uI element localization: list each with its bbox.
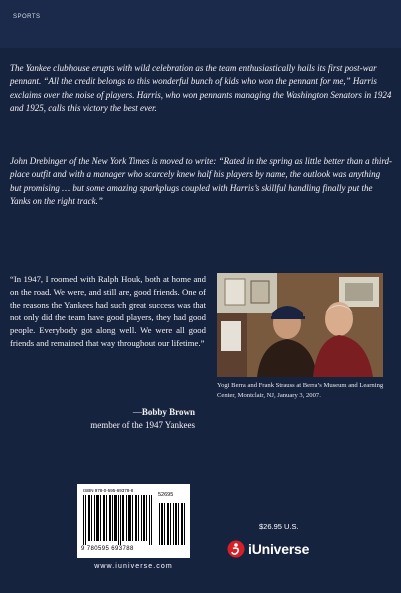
iuniverse-swirl-icon [227, 540, 245, 558]
isbn-barcode [77, 484, 190, 558]
blurb-paragraph-1: The Yankee clubhouse erupts with wild celebration as the team enthusiastically hails its first post-war pennant. “All the credit belongs to this wonderful bunch of kids who won the pennant for me,” Harris exclaims over the noise of players. Harris, who won pennants managing the Washington Senators in 1924 and 1925, calls this victory the best ever. [10, 63, 392, 113]
author-photo [217, 273, 383, 377]
category-label: SPORTS [13, 14, 41, 20]
testimonial-quote: “In 1947, I roomed with Ralph Houk, both at home and on the road. We were, and still are, good friends. One of the reasons the Yankees had such great success was that not only did the team have good players, they had good people. Everybody got along well. We were all good friends and remained that way throughout our lifetime.” [10, 274, 206, 348]
attribution-role: member of the 1947 Yankees [90, 420, 195, 430]
price-addon-number: 52695 [158, 492, 174, 498]
publisher-wordmark: iUniverse [248, 541, 310, 557]
price-label: $26.95 U.S. [259, 522, 299, 531]
top-band [0, 0, 401, 48]
isbn-text: ISBN 978-0-595-69378-8 [83, 488, 134, 493]
attribution-dash: — [132, 407, 142, 417]
photo-caption: Yogi Berra and Frank Strauss at Berra’s Museum and Learning Center, Montclair, NJ, January 3, 2007. [217, 382, 384, 399]
testimonial-attribution [90, 406, 195, 432]
attribution-name: Bobby Brown [141, 407, 195, 417]
publisher-logo [227, 540, 309, 558]
blurb-paragraph-2: John Drebinger of the New York Times is moved to write: “Rated in the spring as little better than a third-place outfit and with a manager who scarcely knew half his players by name, the outlook was anything but promising … but some amazing sparkplugs coupled with Harris’s skillful handling finally put the Yanks on the right track.” [10, 156, 392, 206]
barcode-digits: 9 780595 693788 [81, 546, 134, 552]
barcode-bars [81, 495, 187, 545]
publisher-website: www.iuniverse.com [94, 563, 173, 570]
photo-illustration [217, 273, 383, 377]
